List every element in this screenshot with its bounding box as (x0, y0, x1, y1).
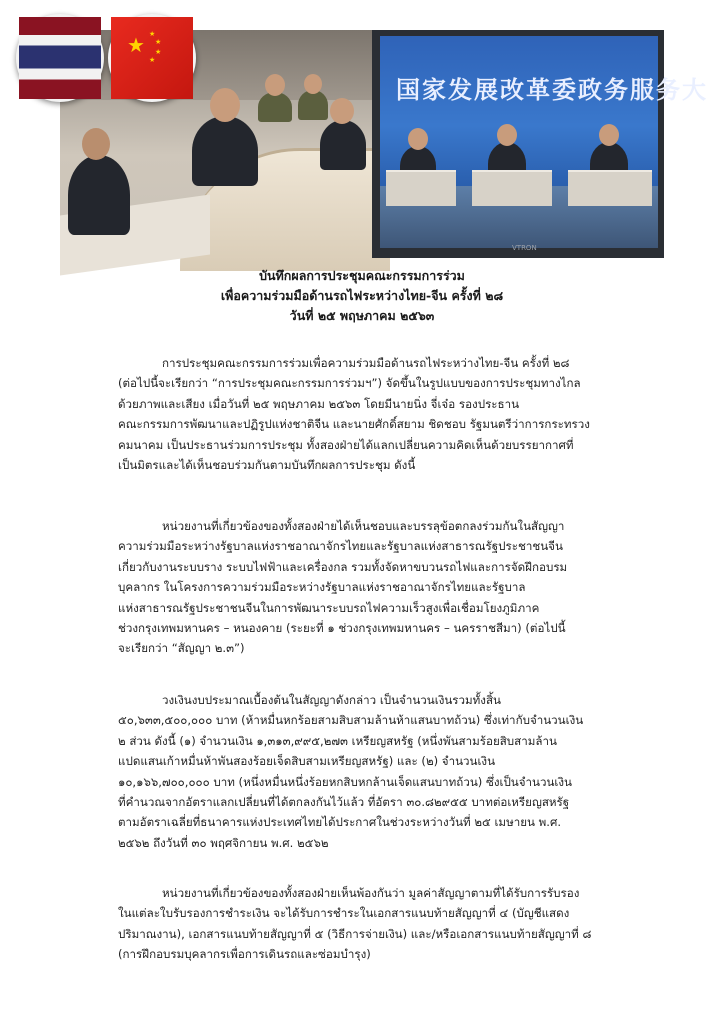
title-line: เพื่อความร่วมมือด้านรถไฟระหว่างไทย-จีน ครั้งที่ ๒๘ (220, 288, 504, 303)
remote-attendee-head (497, 124, 517, 146)
paragraph-line: คมนาคม เป็นประธานร่วมการประชุม ทั้งสองฝ่ายได้แลกเปลี่ยนความคิดเห็นด้วยบรรยากาศที่ (118, 437, 574, 452)
star-icon: ★ (149, 30, 156, 38)
paragraph-line: ความร่วมมือระหว่างรัฐบาลแห่งราชอาณาจักรไทยและรัฐบาลแห่งสาธารณรัฐประชาชนจีน (118, 539, 563, 554)
paragraph-line: จะเรียกว่า “สัญญา ๒.๓”) (118, 641, 245, 656)
paragraph-line: เกี่ยวกับงานระบบราง ระบบไฟฟ้าและเครื่องกล รวมทั้งจัดหาขบวนรถไฟและการจัดฝึกอบรม (118, 559, 568, 574)
attendee (68, 155, 130, 235)
document-title (0, 266, 724, 326)
paragraph-line: (ต่อไปนี้จะเรียกว่า “การประชุมคณะกรรมการร่วมฯ”) จัดขึ้นในรูปแบบของการประชุมทางไกล (118, 376, 581, 391)
thailand-flag-icon (16, 14, 104, 102)
screen-brand: VTRON (512, 244, 537, 252)
paragraph-line: บุคลากร ในโครงการความร่วมมือระหว่างรัฐบาลแห่งราชอาณาจักรไทยและรัฐบาล (118, 580, 526, 595)
remote-attendee-head (599, 124, 619, 146)
paragraph-meeting-intro (118, 353, 638, 475)
paragraph-line: คณะกรรมการพัฒนาและปฏิรูปแห่งชาติจีน และนายศักดิ์สยาม ชิดชอบ รัฐมนตรีว่าการกระทรวง (118, 417, 590, 432)
china-flag-icon (108, 14, 196, 102)
attendee-head (265, 74, 285, 96)
paragraph-line: ในแต่ละใบรับรองการชำระเงิน จะได้รับการชำระในเอกสารแนบท้ายสัญญาที่ ๔ (บัญชีแสดง (118, 906, 570, 921)
bangkok-meeting-room-photo (60, 30, 372, 258)
paragraph-line: ๕๐,๖๓๓,๕๐๐,๐๐๐ บาท (ห้าหมื่นหกร้อยสามสิบสามล้านห้าแสนบาทถ้วน) ซึ่งเท่ากับจำนวนเงิน (118, 713, 584, 728)
paragraph-line: แปดแสนเก้าหมื่นห้าพันสองร้อยเจ็ดสิบสามเหรียญสหรัฐ) และ (๒) จำนวนเงิน (118, 754, 496, 769)
remote-table (568, 170, 652, 206)
paragraph-line: ปริมาณงาน), เอกสารแนบท้ายสัญญาที่ ๕ (วิธีการจ่ายเงิน) และ/หรือเอกสารแนบท้ายสัญญาที่ ๘ (118, 926, 592, 941)
paragraph-line: ตามอัตราเฉลี่ยที่ธนาคารแห่งประเทศไทยได้ประกาศในช่วงระหว่างวันที่ ๒๕ เมษายน พ.ศ. (118, 815, 562, 830)
thailand-flag-stripes (19, 17, 101, 99)
star-icon: ★ (155, 48, 162, 56)
video-conference-screen (372, 30, 708, 258)
attendee-head (330, 98, 354, 124)
attendee-head (304, 74, 322, 94)
attendee (298, 90, 328, 120)
attendee (320, 120, 366, 170)
paragraph-payment-terms (118, 883, 638, 965)
paragraph-line: ที่คำนวณจากอัตราแลกเปลี่ยนที่ได้ตกลงกันไว้แล้ว ที่อัตรา ๓๐.๘๒๙๕๕ บาทต่อเหรียญสหรัฐ (118, 795, 570, 810)
star-icon: ★ (155, 38, 162, 46)
screen-caption: 国家发展改革委政务服务大 (396, 76, 708, 104)
attendee-head (210, 88, 240, 122)
room-wall (60, 30, 372, 100)
paragraph-line: ๑๐,๑๖๖,๗๐๐,๐๐๐ บาท (หนึ่งหมื่นหนึ่งร้อยหกสิบหกล้านเจ็ดแสนบาทถ้วน) ซึ่งเป็นจำนวนเงิน (118, 774, 572, 789)
paragraph-contract-agreement (118, 516, 638, 659)
remote-table (472, 170, 552, 206)
paragraph-line: หน่วยงานที่เกี่ยวข้องของทั้งสองฝ่ายได้เห็นชอบและบรรลุข้อตกลงร่วมกันในสัญญา (162, 519, 565, 533)
paragraph-line: แห่งสาธารณรัฐประชาชนจีนในการพัฒนาระบบรถไฟความเร็วสูงเพื่อเชื่อมโยงภูมิภาค (118, 600, 540, 615)
paragraph-line: ๒ ส่วน ดังนี้ (๑) จำนวนเงิน ๑,๓๑๓,๙๙๕,๒๗๓ เหรียญสหรัฐ (หนึ่งพันสามร้อยสิบสามล้าน (118, 733, 557, 748)
remote-table (386, 170, 456, 206)
title-line: บันทึกผลการประชุมคณะกรรมการร่วม (259, 268, 465, 283)
remote-attendee-head (408, 128, 428, 150)
star-icon: ★ (149, 56, 156, 64)
paragraph-line: การประชุมคณะกรรมการร่วมเพื่อความร่วมมือด้านรถไฟระหว่างไทย-จีน ครั้งที่ ๒๘ (162, 356, 570, 370)
attendee-head (82, 128, 110, 160)
paragraph-line: ด้วยภาพและเสียง เมื่อวันที่ ๒๕ พฤษภาคม ๒๕๖๓ โดยมีนายนิ่ง จี่เจ๋อ รองประธาน (118, 396, 520, 411)
attendee (258, 92, 292, 122)
star-icon: ★ (127, 33, 145, 57)
attendee (192, 116, 258, 186)
paragraph-line: เป็นมิตรและได้เห็นชอบร่วมกันตามบันทึกผลการประชุม ดังนี้ (118, 458, 416, 473)
paragraph-line: วงเงินงบประมาณเบื้องต้นในสัญญาดังกล่าว เป็นจำนวนเงินรวมทั้งสิ้น (162, 693, 501, 707)
paragraph-budget (118, 690, 638, 853)
paragraph-line: ช่วงกรุงเทพมหานคร – หนองคาย (ระยะที่ ๑ ช่วงกรุงเทพมหานคร – นครราชสีมา) (ต่อไปนี้ (118, 621, 566, 636)
paragraph-line: ๒๕๖๒ ถึงวันที่ ๓๐ พฤศจิกายน พ.ศ. ๒๕๖๒ (118, 835, 329, 850)
paragraph-line: หน่วยงานที่เกี่ยวข้องของทั้งสองฝ่ายเห็นพ้องกันว่า มูลค่าสัญญาตามที่ได้รับการรับรอง (162, 886, 580, 900)
paragraph-line: (การฝึกอบรมบุคลากรเพื่อการเดินรถและซ่อมบำรุง) (118, 947, 371, 962)
title-line: วันที่ ๒๕ พฤษภาคม ๒๕๖๓ (289, 308, 435, 323)
